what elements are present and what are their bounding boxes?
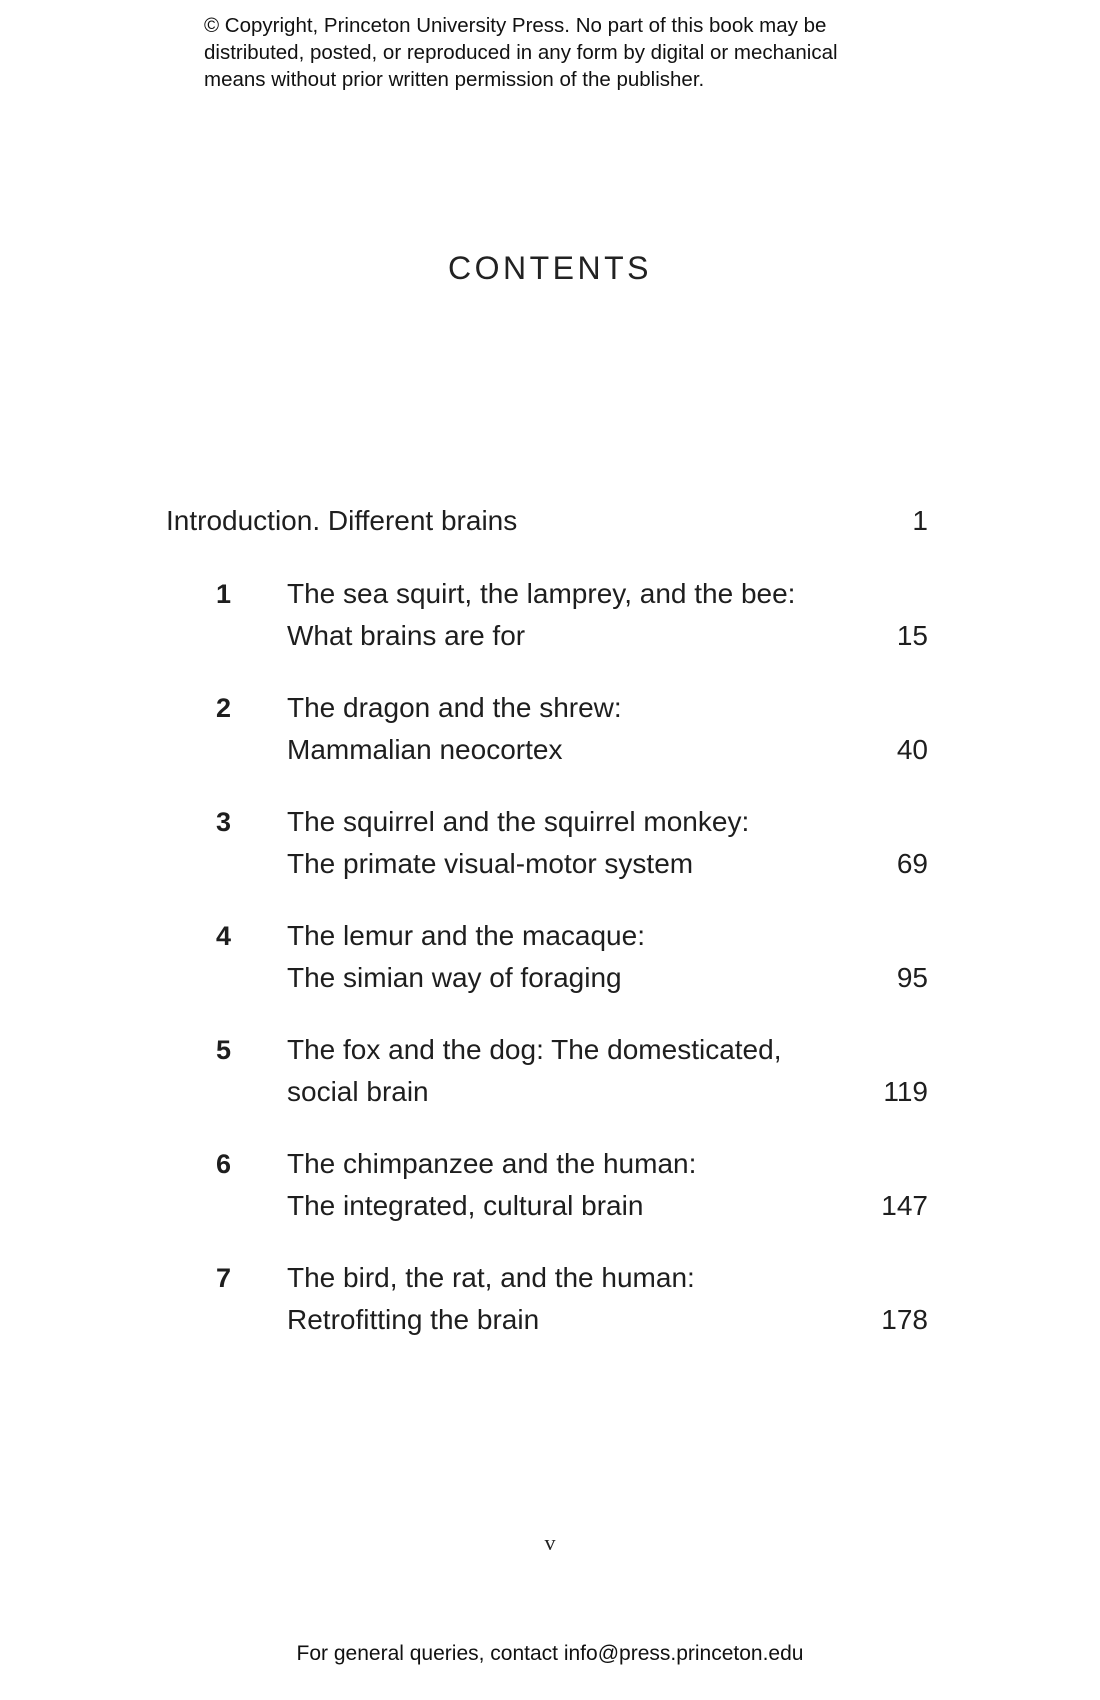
chapter-subtitle: The simian way of foraging — [287, 962, 622, 993]
copyright-notice — [204, 12, 924, 93]
chapter-subtitle: What brains are for — [287, 620, 526, 651]
chapter-page: 40 — [896, 734, 928, 765]
chapter-number: 5 — [216, 1035, 232, 1065]
chapter-number: 7 — [216, 1263, 232, 1293]
chapter-number: 6 — [216, 1149, 232, 1179]
chapter-page: 15 — [896, 620, 928, 651]
chapter-subtitle: The primate visual-motor system — [287, 848, 694, 879]
chapter-title: The sea squirt, the lamprey, and the bee: — [287, 578, 796, 609]
chapter-number: 4 — [216, 921, 232, 951]
toc-entry — [0, 690, 1100, 780]
copyright-line: © Copyright, Princeton University Press. No part of this book may be — [204, 14, 827, 37]
page-folio: v — [544, 1530, 556, 1555]
chapter-subtitle: social brain — [287, 1076, 429, 1107]
copyright-line: means without prior written permission of the publisher. — [204, 68, 705, 91]
toc-entry — [0, 918, 1100, 1008]
toc-entry — [0, 1260, 1100, 1350]
toc-entry — [0, 1032, 1100, 1122]
chapter-number: 1 — [216, 579, 232, 609]
chapter-title: The squirrel and the squirrel monkey: — [287, 806, 750, 837]
chapter-title: The dragon and the shrew: — [287, 692, 622, 723]
copyright-line: distributed, posted, or reproduced in any form by digital or mechanical — [204, 41, 838, 64]
chapter-page: 69 — [896, 848, 928, 879]
toc-intro-title: Introduction. Different brains — [166, 505, 518, 536]
chapter-title: The fox and the dog: The domesticated, — [287, 1034, 782, 1065]
chapter-subtitle: The integrated, cultural brain — [287, 1190, 644, 1221]
toc-entry — [0, 1146, 1100, 1236]
chapter-title: The chimpanzee and the human: — [287, 1148, 697, 1179]
toc-entry — [0, 804, 1100, 894]
chapter-page: 119 — [883, 1076, 928, 1107]
chapter-page: 178 — [881, 1304, 928, 1335]
chapter-subtitle: Retrofitting the brain — [287, 1304, 540, 1335]
chapter-number: 3 — [216, 807, 232, 837]
toc-intro-page: 1 — [912, 505, 928, 536]
toc-entry — [0, 576, 1100, 666]
chapter-title: The bird, the rat, and the human: — [287, 1262, 695, 1293]
chapter-subtitle: Mammalian neocortex — [287, 734, 563, 765]
chapter-title: The lemur and the macaque: — [287, 920, 645, 951]
chapter-page: 147 — [881, 1190, 928, 1221]
chapter-page: 95 — [896, 962, 928, 993]
footer-contact: For general queries, contact info@press.princeton.edu — [296, 1642, 804, 1665]
page-title: CONTENTS — [448, 250, 652, 286]
chapter-number: 2 — [216, 693, 232, 723]
